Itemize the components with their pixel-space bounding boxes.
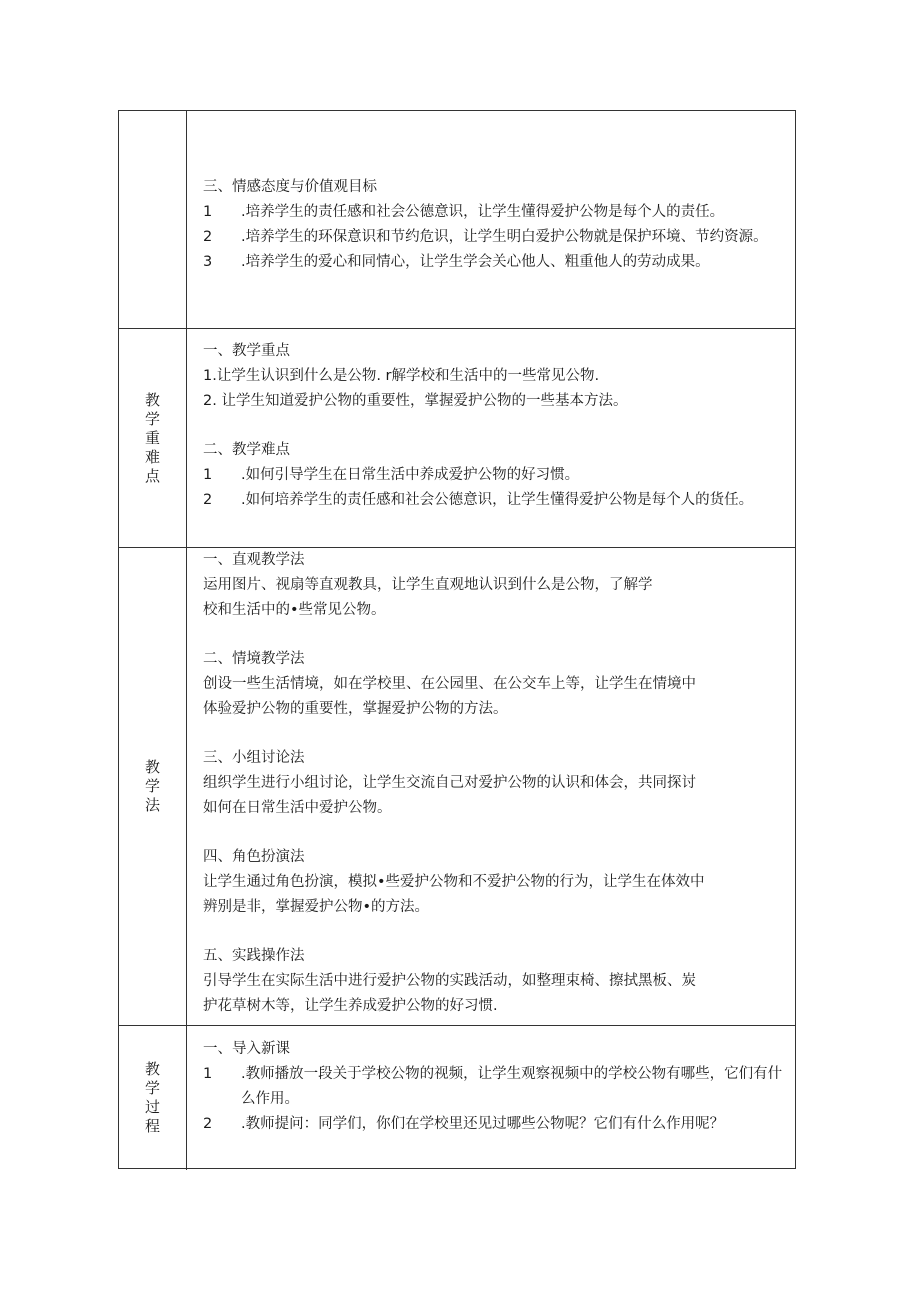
focus-heading: 一、教学重点 bbox=[203, 343, 290, 359]
process-label: 教学过程 bbox=[144, 1060, 160, 1135]
difficulty-heading: 二、教学难点 bbox=[203, 442, 290, 458]
key-points-label: 教学重难点 bbox=[144, 390, 160, 485]
process-label-cell bbox=[119, 1026, 187, 1170]
method-heading: 二、情境教学法 bbox=[203, 651, 305, 667]
method-line: 体验爱护公物的重要性，掌握爱护公物的方法。 bbox=[203, 701, 508, 717]
method-line: 引导学生在实际生活中进行爱护公物的实践活动，如整理束椅、擦拭黑板、炭 bbox=[203, 973, 696, 989]
process-content bbox=[187, 1026, 795, 1170]
method-line: 辨别是非，掌握爱护公物•的方法。 bbox=[203, 899, 430, 915]
methods-label-cell bbox=[119, 548, 187, 1025]
goals-heading: 三、情感态度与价值观目标 bbox=[203, 179, 377, 195]
lesson-plan-table bbox=[118, 110, 796, 1169]
process-item: 2 .教师提问：同学们，你们在学校里还见过哪些公物呢？它们有什么作用呢？ bbox=[203, 1116, 725, 1132]
goal-item: 3 .培养学生的爱心和同情心，让学生学会关心他人、粗重他人的劳动成果。 bbox=[203, 254, 710, 270]
difficulty-item: 1 .如何引导学生在日常生活中养成爱护公物的好习惯。 bbox=[203, 467, 580, 483]
method-line: 让学生通过角色扮演，模拟•些爱护公物和不爱护公物的行为，让学生在体效中 bbox=[203, 874, 705, 890]
method-line: 如何在日常生活中爱护公物。 bbox=[203, 800, 392, 816]
method-line: 运用图片、视扇等直观教具，让学生直观地认识到什么是公物，了解学 bbox=[203, 577, 653, 593]
method-line: 护花草树木等，让学生养成爱护公物的好习惯. bbox=[203, 998, 498, 1014]
goals-row-label-cell bbox=[119, 111, 187, 328]
goal-item: 1 .培养学生的责任感和社会公德意识，让学生懂得爱护公物是每个人的责任。 bbox=[203, 204, 725, 220]
method-heading: 三、小组讨论法 bbox=[203, 750, 305, 766]
methods-label: 教学法 bbox=[144, 758, 160, 814]
method-heading: 五、实践操作法 bbox=[203, 948, 305, 964]
process-item: 1 .教师播放一段关于学校公物的视频，让学生观察视频中的学校公物有哪些，它们有什么作用。 bbox=[203, 1066, 783, 1107]
method-line: 校和生活中的•些常见公物。 bbox=[203, 602, 386, 618]
difficulty-item: 2 .如何培养学生的责任感和社会公德意识，让学生懂得爱护公物是每个人的货任。 bbox=[203, 492, 754, 508]
method-heading: 四、角色扮演法 bbox=[203, 849, 305, 865]
method-line: 创设一些生活情境，如在学校里、在公园里、在公交车上等，让学生在情境中 bbox=[203, 676, 696, 692]
process-heading: 一、导入新课 bbox=[203, 1041, 290, 1057]
method-line: 组织学生进行小组讨论，让学生交流自己对爱护公物的认识和体会，共同探讨 bbox=[203, 775, 696, 791]
methods-row bbox=[119, 548, 795, 1026]
focus-item: 1.让学生认识到什么是公物. r解学校和生活中的一些常见公物. bbox=[203, 368, 600, 384]
goals-row bbox=[119, 111, 795, 329]
method-heading: 一、直观教学法 bbox=[203, 552, 305, 568]
key-points-content bbox=[187, 329, 795, 547]
methods-content bbox=[187, 548, 795, 1025]
focus-item: 2. 让学生知道爱护公物的重要性，掌握爱护公物的一些基本方法。 bbox=[203, 393, 628, 409]
goals-content bbox=[187, 111, 795, 328]
key-points-row bbox=[119, 329, 795, 548]
key-points-label-cell bbox=[119, 329, 187, 547]
goal-item: 2 .培养学生的环保意识和节约危识，让学生明白爱护公物就是保护环境、节约资源。 bbox=[203, 229, 768, 245]
process-row bbox=[119, 1026, 795, 1170]
